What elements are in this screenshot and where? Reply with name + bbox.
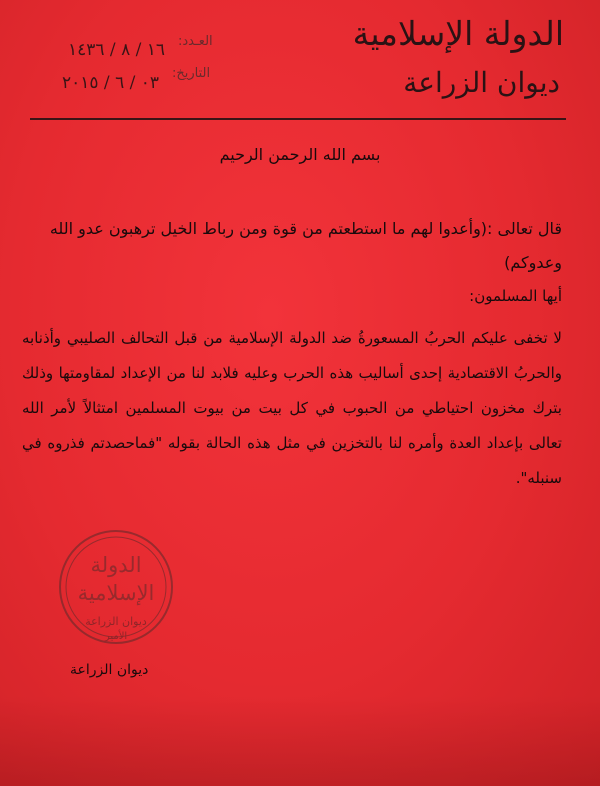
header-divider [30, 118, 566, 120]
hijri-date: ١٦ / ٨ / ١٤٣٦ [68, 40, 166, 60]
official-stamp [56, 527, 176, 647]
stamp-line-4: الأمير [104, 631, 128, 642]
quran-verse: قال تعالى :(وأعدوا لهم ما استطعتم من قوة ومن رباط الخيل ترهبون عدو الله وعدوكم) [49, 219, 562, 272]
gregorian-date: ٠٣ / ٦ / ٢٠١٥ [62, 73, 160, 93]
number-label: العـدد: [178, 34, 213, 49]
stamp-line-2: الإسلامية [77, 581, 155, 605]
basmala: بسم الله الرحمن الرحيم [219, 145, 381, 164]
letter-body: لا تخفى عليكم الحربُ المسعورةُ ضد الدولة الإسلامية من قبل التحالف الصليبي وأذنابه والحربُ الاقتصادية إحدى أساليب هذه الحرب وعليه فلابد لنا من الإعداد لمقاومتها وذلك بترك مخزون احتياطي من الحبوب في كل بيت من بيوت المسلمين امتثالاً لأمر الله تعالى بإعداد العدة وأمره لنا بالتخزين في مثل هذه الحالة بقوله "فماحصدتم فذروه في سنبله". [22, 329, 562, 487]
date-label: التاريخ: [172, 66, 211, 81]
greeting: أيها المسلمون: [469, 287, 562, 305]
letterhead-subtitle: ديوان الزراعة [403, 66, 560, 99]
stamp-line-1: الدولة [90, 553, 142, 577]
letterhead-title: الدولة الإسلامية [352, 14, 564, 53]
signature: ديوان الزراعة [70, 662, 149, 678]
stamp-line-3: ديوان الزراعة [85, 615, 147, 628]
